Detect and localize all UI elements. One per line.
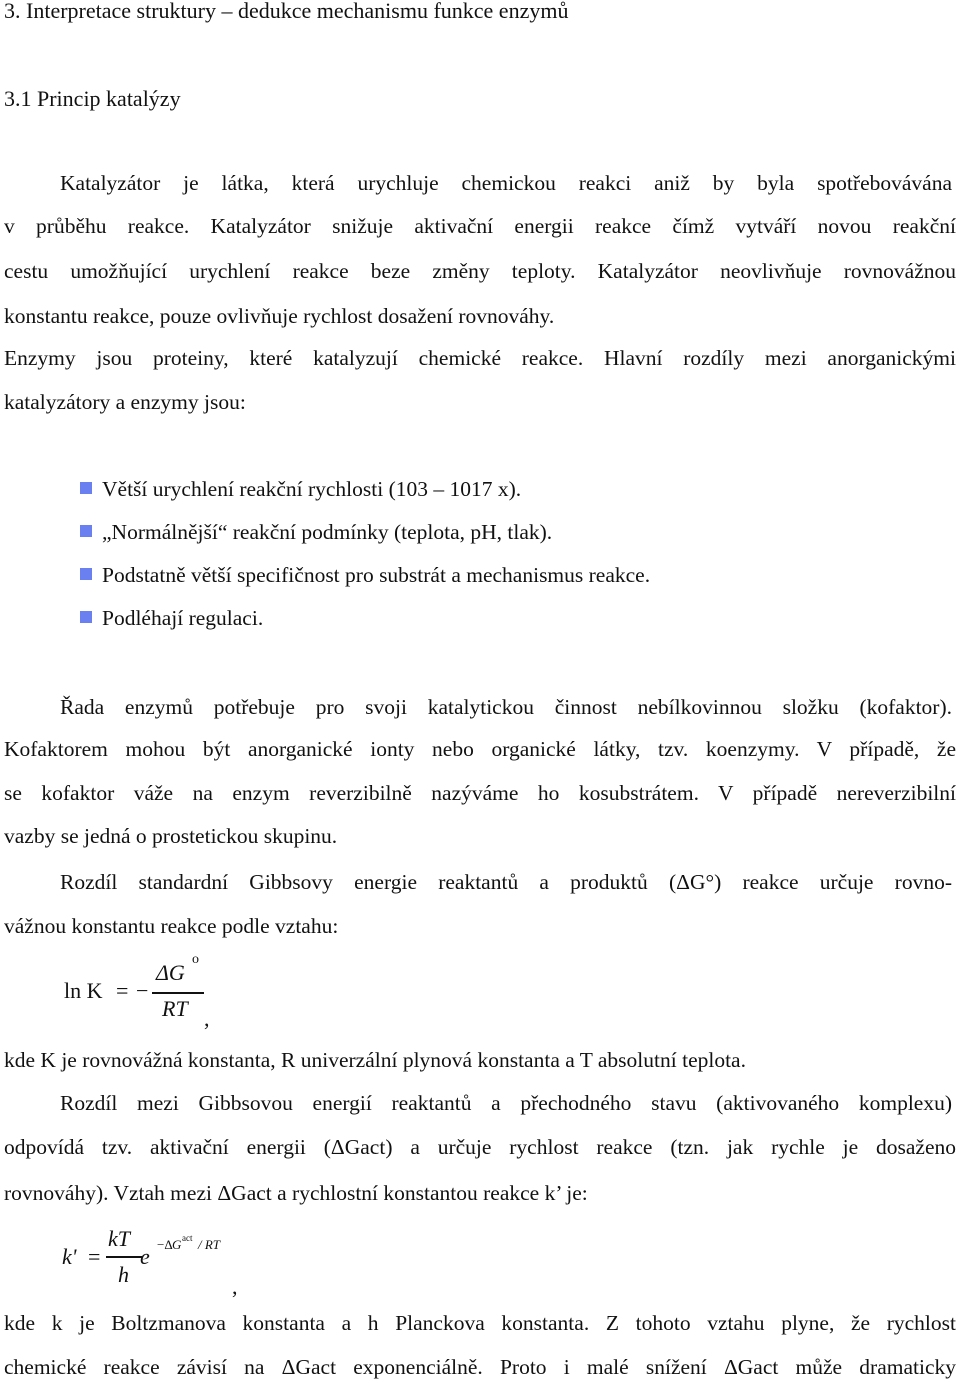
para1-line4: konstantu reakce, pouze ovlivňuje rychlost dosažení rovnováhy.	[4, 304, 555, 328]
formula1-minus: −	[136, 978, 149, 1003]
bullet-square-icon	[80, 568, 92, 580]
para5-line2: odpovídá tzv. aktivační energii (ΔGact) a určuje rychlost reakce (tzn. jak rychle je dosaženo	[4, 1135, 956, 1159]
formula2-numerator: kT	[108, 1226, 130, 1251]
formula1-numerator: ΔG	[156, 960, 185, 985]
para3-line2: vážnou konstantu reakce podle vztahu:	[4, 914, 339, 938]
list-item-text: „Normálnější“ reakční podmínky (teplota, pH, tlak).	[102, 520, 553, 544]
chapter-heading: 3. Interpretace struktury – dedukce mechanismu funkce enzymů	[4, 0, 569, 23]
formula2-denominator: h	[118, 1262, 129, 1287]
para2-line3: se kofaktor váže na enzym reverzibilně nazýváme ho kosubstrátem. V případě nereverzibilní	[4, 781, 956, 805]
formula2-lhs: k'	[62, 1244, 77, 1269]
para5-line3: rovnováhy). Vztah mezi ΔGact a rychlostní konstantou reakce k’ je:	[4, 1181, 588, 1205]
list-item-text: Větší urychlení reakční rychlosti (103 – 1017 x).	[102, 477, 522, 501]
bullet-square-icon	[80, 525, 92, 537]
bullet-square-icon	[80, 611, 92, 623]
list-item	[80, 605, 263, 632]
list-item	[80, 562, 650, 589]
formula1-equals: =	[116, 978, 129, 1003]
para5-line1: Rozdíl mezi Gibbsovou energií reaktantů a přechodného stavu (aktivovaného komplexu)	[60, 1091, 952, 1115]
para2-line1: Řada enzymů potřebuje pro svoji katalytickou činnost nebílkovinnou složku (kofaktor).	[60, 695, 952, 719]
formula2-exponent-act: act	[182, 1233, 193, 1243]
formula1-degree: o	[192, 952, 199, 967]
para3-line1: Rozdíl standardní Gibbsovy energie reaktantů a produktů (ΔG°) reakce určuje rovno-	[60, 870, 952, 894]
section-heading: 3.1 Princip katalýzy	[4, 86, 181, 111]
formula1-comma: ,	[204, 1006, 210, 1031]
formula2-fraction-bar	[106, 1256, 142, 1258]
para6-line1: kde k je Boltzmanova konstanta a h Planckova konstanta. Z tohoto vztahu plyne, že rychlost	[4, 1311, 956, 1335]
list-item-text: Podléhají regulaci.	[102, 606, 264, 630]
para1-line1: Katalyzátor je látka, která urychluje chemickou reakci aniž by byla spotřebovávána	[60, 171, 952, 195]
para2-line2: Kofaktorem mohou být anorganické ionty nebo organické látky, tzv. koenzymy. V případě, že	[4, 737, 956, 761]
formula2-base: e	[140, 1244, 150, 1269]
list-item	[80, 519, 552, 546]
formula1-fraction-bar	[152, 992, 204, 994]
list-item	[80, 476, 521, 503]
list-item-text: Podstatně větší specifičnost pro substrát a mechanismus reakce.	[102, 563, 651, 587]
bullet-square-icon	[80, 482, 92, 494]
para1-line5: Enzymy jsou proteiny, které katalyzují chemické reakce. Hlavní rozdíly mezi anorganickými	[4, 346, 956, 370]
para1-line6: katalyzátory a enzymy jsou:	[4, 390, 246, 414]
para1-line2: v průběhu reakce. Katalyzátor snižuje aktivační energii reakce čímž vytváří novou reakční	[4, 214, 956, 238]
para1-line3: cestu umožňující urychlení reakce beze změny teploty. Katalyzátor neovlivňuje rovnovážnou	[4, 259, 956, 283]
formula2-comma: ,	[232, 1274, 238, 1299]
para2-line4: vazby se jedná o prostetickou skupinu.	[4, 824, 338, 848]
formula2-equals: =	[88, 1244, 101, 1269]
para4-line1: kde K je rovnovážná konstanta, R univerzální plynová konstanta a T absolutní teplota.	[4, 1048, 746, 1072]
formula1-lhs: ln K	[64, 978, 103, 1003]
formula1-denominator: RT	[162, 996, 188, 1021]
formula2-exponent-rest: / RT	[198, 1237, 221, 1252]
formula2-exponent-minus: −Δ	[157, 1237, 173, 1252]
para6-line2: chemické reakce závisí na ΔGact exponenciálně. Proto i malé snížení ΔGact může dramaticky	[4, 1355, 956, 1379]
formula2-exponent-g: G	[172, 1237, 182, 1252]
